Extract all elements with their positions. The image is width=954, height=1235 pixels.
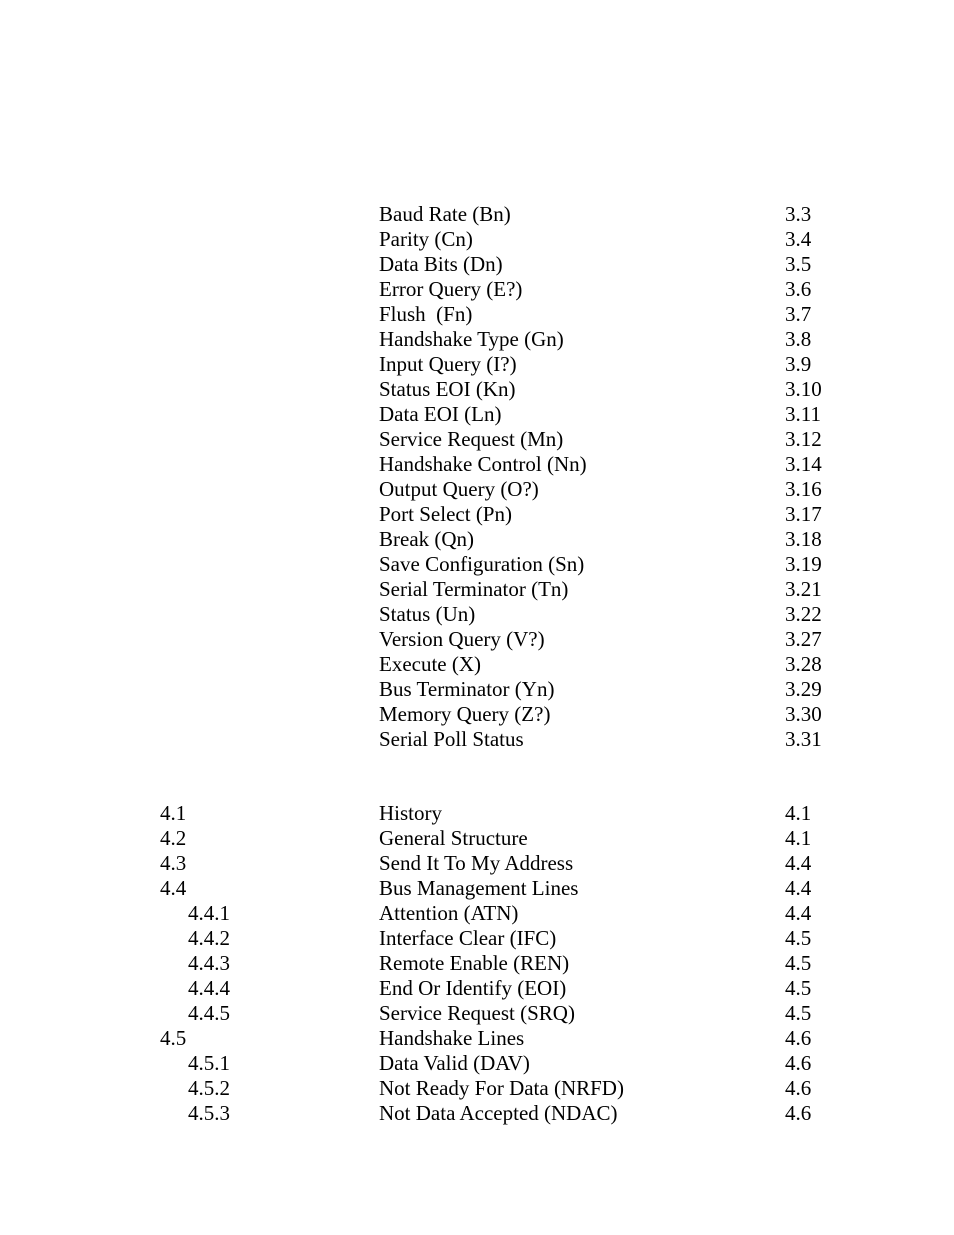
- toc-entry-page: 4.4: [785, 901, 812, 925]
- toc-entry: [0, 702, 954, 727]
- toc-entry: [0, 976, 954, 1001]
- toc-entry-title: Handshake Control (Nn): [379, 452, 587, 476]
- toc-entry-title: Handshake Type (Gn): [379, 327, 564, 351]
- toc-entry-number: 4.3: [160, 851, 187, 875]
- toc-entry-title: Serial Poll Status: [379, 727, 524, 751]
- toc-entry-title: Input Query (I?): [379, 352, 517, 376]
- toc-entry-page: 3.4: [785, 227, 812, 251]
- toc-entry: [0, 677, 954, 702]
- toc-entry-title: Break (Qn): [379, 527, 475, 551]
- toc-entry-title: Service Request (SRQ): [379, 1001, 575, 1025]
- toc-entry-title: History: [379, 801, 442, 825]
- toc-entry: [0, 477, 954, 502]
- toc-entry-title: Output Query (O?): [379, 477, 539, 501]
- toc-entry: [0, 627, 954, 652]
- toc-entry: [0, 801, 954, 826]
- toc-commands-section: [0, 202, 954, 752]
- toc-entry: [0, 452, 954, 477]
- toc-entry-page: 3.7: [785, 302, 812, 326]
- toc-entry-number: 4.5: [160, 1026, 187, 1050]
- toc-entry-page: 3.5: [785, 252, 812, 276]
- toc-entry-page: 3.28: [785, 652, 822, 676]
- toc-entry: [0, 1101, 954, 1126]
- toc-entry-title: Version Query (V?): [379, 627, 545, 651]
- toc-entry-number: 4.4.5: [188, 1001, 230, 1025]
- toc-entry-page: 3.19: [785, 552, 822, 576]
- toc-entry: [0, 577, 954, 602]
- toc-entry-title: End Or Identify (EOI): [379, 976, 567, 1000]
- toc-entry-title: Bus Terminator (Yn): [379, 677, 555, 701]
- toc-entry-title: Service Request (Mn): [379, 427, 564, 451]
- toc-entry-title: Error Query (E?): [379, 277, 523, 301]
- toc-entry: [0, 901, 954, 926]
- toc-entry-page: 3.3: [785, 202, 812, 226]
- toc-entry-number: 4.5.1: [188, 1051, 230, 1075]
- toc-entry: [0, 427, 954, 452]
- toc-entry: [0, 527, 954, 552]
- toc-entry-page: 3.29: [785, 677, 822, 701]
- toc-entry-page: 4.1: [785, 801, 812, 825]
- toc-entry-page: 3.21: [785, 577, 822, 601]
- toc-entry-page: 4.6: [785, 1101, 812, 1125]
- toc-entry: [0, 1076, 954, 1101]
- toc-entry-number: 4.2: [160, 826, 187, 850]
- toc-entry-title: Parity (Cn): [379, 227, 473, 251]
- toc-entry-title: Bus Management Lines: [379, 876, 579, 900]
- toc-entry-page: 4.6: [785, 1051, 812, 1075]
- toc-entry-number: 4.4.2: [188, 926, 230, 950]
- toc-entry: [0, 1051, 954, 1076]
- toc-entry-title: Remote Enable (REN): [379, 951, 570, 975]
- toc-entry-page: 3.27: [785, 627, 822, 651]
- toc-entry: [0, 202, 954, 227]
- toc-entry-title: General Structure: [379, 826, 528, 850]
- toc-entry-title: Flush (Fn): [379, 302, 473, 326]
- toc-entry-page: 4.6: [785, 1076, 812, 1100]
- toc-entry-page: 3.17: [785, 502, 822, 526]
- toc-entry-page: 4.5: [785, 926, 812, 950]
- toc-entry-number: 4.4.1: [188, 901, 230, 925]
- toc-entry-title: Data Bits (Dn): [379, 252, 503, 276]
- toc-entry-title: Baud Rate (Bn): [379, 202, 511, 226]
- toc-entry-page: 3.14: [785, 452, 822, 476]
- toc-entry: [0, 402, 954, 427]
- toc-chapter-4-section: [0, 801, 954, 1126]
- toc-entry-title: Status (Un): [379, 602, 476, 626]
- toc-entry-page: 3.18: [785, 527, 822, 551]
- toc-entry-title: Handshake Lines: [379, 1026, 525, 1050]
- toc-entry-number: 4.5.3: [188, 1101, 230, 1125]
- toc-entry-page: 3.9: [785, 352, 812, 376]
- toc-entry-page: 4.5: [785, 951, 812, 975]
- toc-entry-page: 4.4: [785, 876, 812, 900]
- toc-entry-page: 4.4: [785, 851, 812, 875]
- toc-entry: [0, 327, 954, 352]
- toc-entry: [0, 502, 954, 527]
- toc-entry-title: Data Valid (DAV): [379, 1051, 530, 1075]
- toc-entry-page: 3.30: [785, 702, 822, 726]
- toc-entry-title: Data EOI (Ln): [379, 402, 502, 426]
- toc-entry-title: Save Configuration (Sn): [379, 552, 585, 576]
- toc-entry-page: 4.1: [785, 826, 812, 850]
- toc-entry-page: 3.8: [785, 327, 812, 351]
- toc-entry-title: Execute (X): [379, 652, 482, 676]
- toc-entry: [0, 377, 954, 402]
- toc-entry-title: Attention (ATN): [379, 901, 519, 925]
- toc-entry: [0, 1026, 954, 1051]
- toc-entry-title: Send It To My Address: [379, 851, 574, 875]
- toc-entry: [0, 252, 954, 277]
- toc-entry: [0, 926, 954, 951]
- toc-entry: [0, 302, 954, 327]
- toc-entry-page: 3.16: [785, 477, 822, 501]
- toc-entry: [0, 227, 954, 252]
- toc-entry: [0, 876, 954, 901]
- toc-entry: [0, 1001, 954, 1026]
- toc-entry: [0, 951, 954, 976]
- toc-entry-title: Status EOI (Kn): [379, 377, 516, 401]
- toc-entry-title: Not Data Accepted (NDAC): [379, 1101, 618, 1125]
- toc-entry-title: Memory Query (Z?): [379, 702, 551, 726]
- toc-entry-title: Port Select (Pn): [379, 502, 512, 526]
- toc-entry: [0, 552, 954, 577]
- toc-entry-title: Interface Clear (IFC): [379, 926, 557, 950]
- toc-entry: [0, 602, 954, 627]
- toc-entry: [0, 851, 954, 876]
- toc-entry: [0, 277, 954, 302]
- toc-entry-page: 4.6: [785, 1026, 812, 1050]
- toc-entry-number: 4.4: [160, 876, 187, 900]
- toc-entry-number: 4.4.4: [188, 976, 230, 1000]
- toc-entry: [0, 727, 954, 752]
- toc-entry-page: 3.31: [785, 727, 822, 751]
- toc-entry-page: 3.10: [785, 377, 822, 401]
- toc-entry-number: 4.4.3: [188, 951, 230, 975]
- toc-entry: [0, 352, 954, 377]
- toc-entry-number: 4.1: [160, 801, 187, 825]
- toc-entry-page: 4.5: [785, 976, 812, 1000]
- toc-entry: [0, 826, 954, 851]
- toc-entry-page: 3.22: [785, 602, 822, 626]
- toc-entry: [0, 652, 954, 677]
- toc-entry-page: 3.6: [785, 277, 812, 301]
- toc-entry-title: Not Ready For Data (NRFD): [379, 1076, 624, 1100]
- toc-entry-number: 4.5.2: [188, 1076, 230, 1100]
- toc-entry-page: 3.12: [785, 427, 822, 451]
- toc-entry-title: Serial Terminator (Tn): [379, 577, 569, 601]
- toc-entry-page: 4.5: [785, 1001, 812, 1025]
- toc-entry-page: 3.11: [785, 402, 821, 426]
